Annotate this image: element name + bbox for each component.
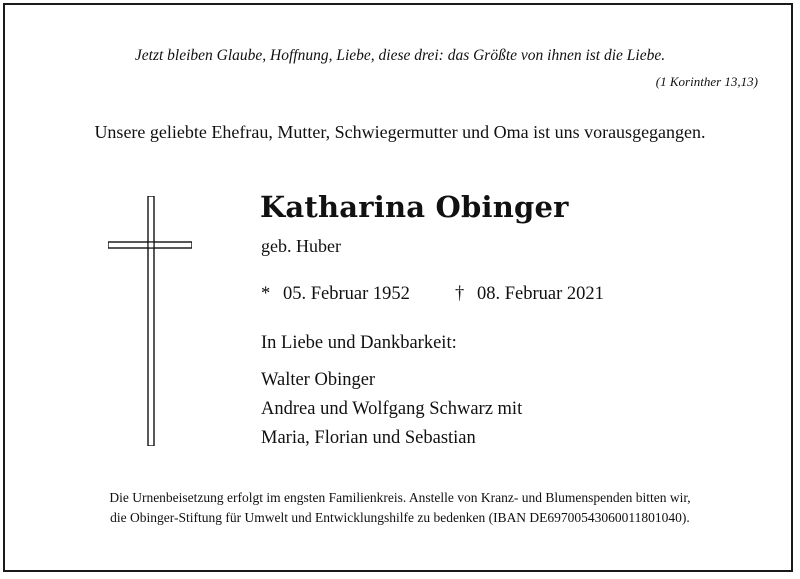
- death-symbol: †: [455, 284, 465, 304]
- intro-text: Unsere geliebte Ehefrau, Mutter, Schwiegermutter und Oma ist uns vorausgegangen.: [94, 122, 706, 142]
- birth-date: 05. Februar 1952: [283, 284, 410, 304]
- bible-quote: Jetzt bleiben Glaube, Hoffnung, Liebe, diese drei: das Größte von ihnen ist die Liebe.: [134, 47, 666, 64]
- mourner-line: Maria, Florian und Sebastian: [261, 428, 476, 448]
- maiden-name: geb. Huber: [261, 236, 341, 256]
- mourner-line: Walter Obinger: [261, 370, 376, 390]
- footer-line-2: die Obinger-Stiftung für Umwelt und Entwicklungshilfe zu bedenken (IBAN DE69700543060011801040).: [110, 510, 690, 525]
- mourners-label: In Liebe und Dankbarkeit:: [261, 333, 457, 353]
- mourner-line: Andrea und Wolfgang Schwarz mit: [261, 399, 523, 419]
- cross-icon: [108, 196, 192, 446]
- birth-symbol: *: [261, 284, 271, 304]
- footer-line-1: Die Urnenbeisetzung erfolgt im engsten Familienkreis. Anstelle von Kranz- und Blumenspenden bitten wir,: [109, 490, 691, 505]
- life-dates: [261, 284, 604, 305]
- footer-note: [0, 488, 800, 528]
- mourners-list: [261, 366, 522, 453]
- death-date: 08. Februar 2021: [477, 284, 604, 304]
- bible-reference: (1 Korinther 13,13): [655, 74, 758, 89]
- deceased-name: Katharina Obinger: [260, 190, 569, 224]
